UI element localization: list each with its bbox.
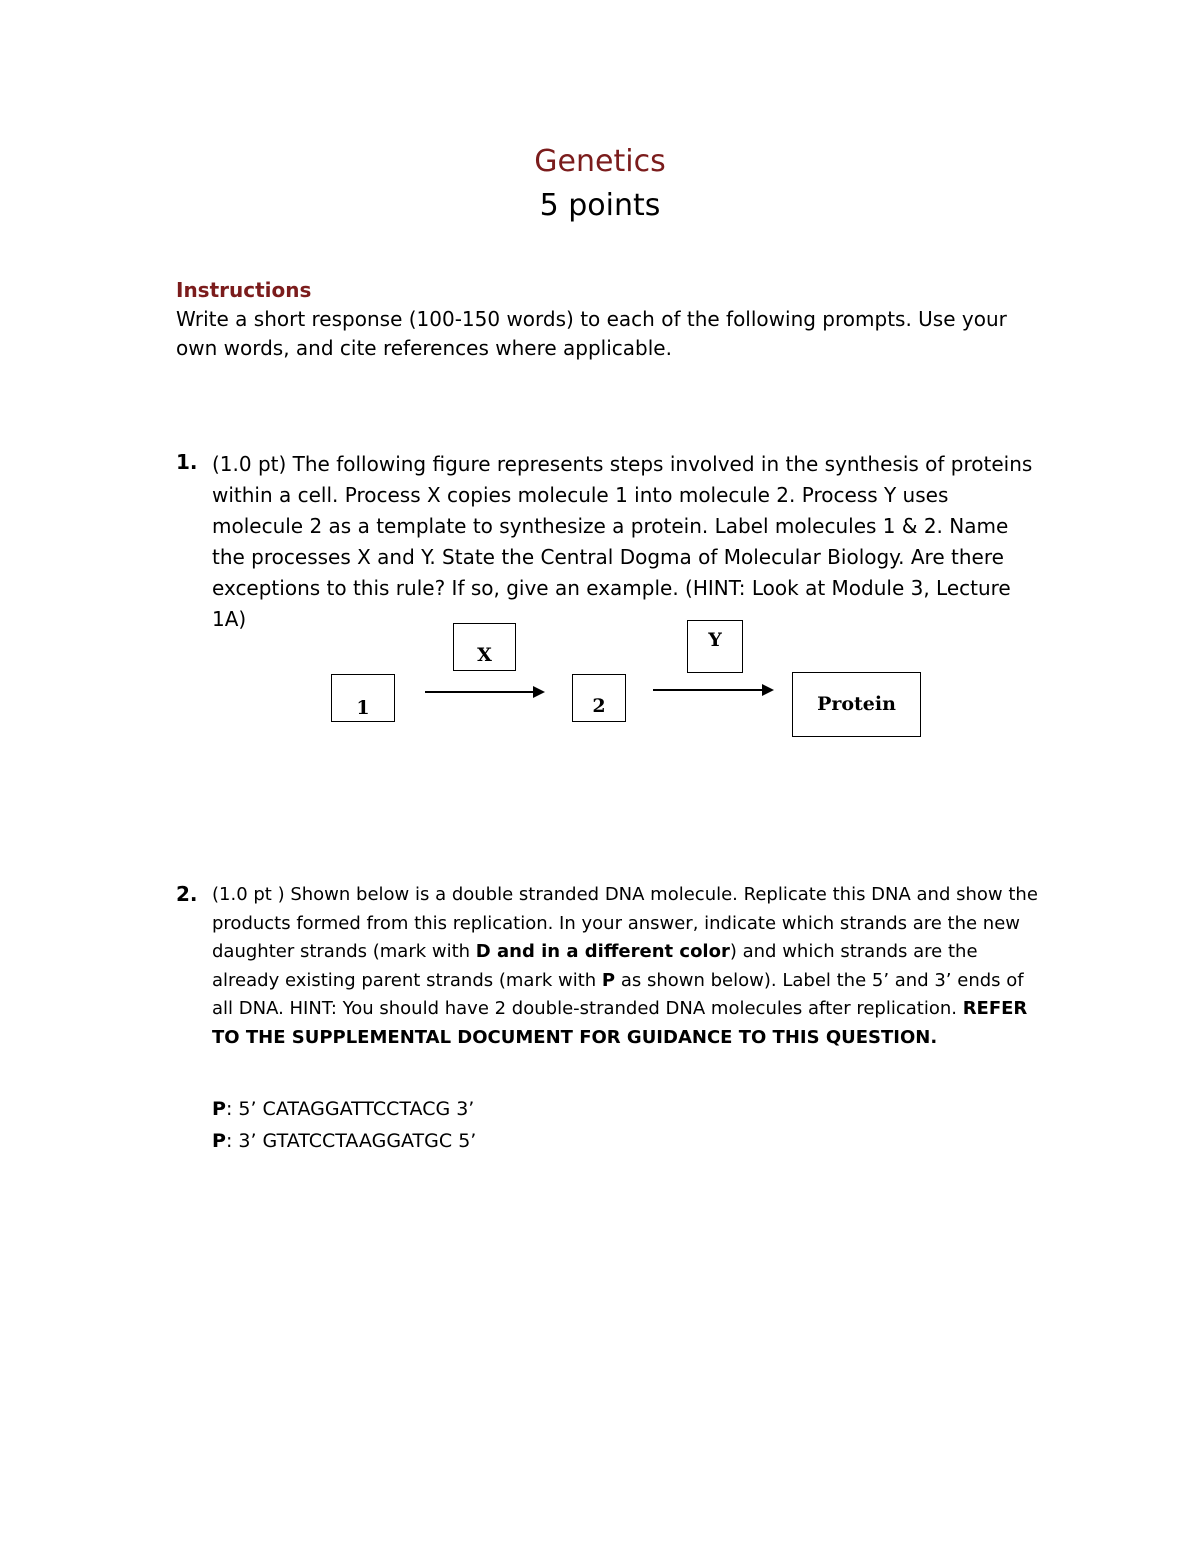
instructions-body: Write a short response (100-150 words) to each of the following prompts. Use your own words, and cite references where applicable.: [176, 307, 1007, 360]
instructions-heading: Instructions: [176, 278, 312, 302]
strand-1-sequence: : 5’ CATAGGATTCCTACG 3’: [225, 1098, 475, 1120]
q2-text-part2: ) and which strands are the already existing parent strands (mark with: [212, 941, 978, 991]
process-y-label: Y: [708, 629, 722, 651]
arrow-y: [653, 684, 774, 696]
q2-daughter-marker: D and in a different color: [475, 941, 730, 962]
molecule-1-label: 1: [356, 697, 370, 719]
strand-2-label: P: [212, 1130, 226, 1152]
strand-2-sequence: : 3’ GTATCCTAAGGATGC 5’: [225, 1130, 477, 1152]
q2-refer-note: REFER TO THE SUPPLEMENTAL DOCUMENT FOR GUIDANCE TO THIS QUESTION.: [212, 998, 1028, 1048]
arrow-x: [425, 686, 545, 698]
question-1-text: (1.0 pt) The following figure represents steps involved in the synthesis of proteins within a cell. Process X copies molecule 1 into molecule 2. Process Y uses molecule 2 as a template to synthesize a protein. Label molecules 1 & 2. Name the processes X and Y. State the Central Dogma of Molecular Biology. Are there exceptions to this rule? If so, give an example. (HINT: Look at Module 3, Lecture 1A): [212, 452, 1033, 631]
document-title: Genetics: [534, 144, 666, 179]
protein-label: Protein: [817, 693, 896, 715]
molecule-2-label: 2: [592, 695, 606, 717]
question-2-text: [212, 881, 1042, 1052]
dna-strand-2: [212, 1130, 476, 1152]
question-2-number: 2.: [176, 882, 198, 906]
process-x-label: X: [477, 644, 492, 666]
question-1-number: 1.: [176, 450, 198, 474]
q2-text-part3: as shown below). Label the 5’ and 3’ ends of all DNA. HINT: You should have 2 double-stranded DNA molecules after replication.: [212, 969, 1024, 1019]
q2-text-part1: (1.0 pt ) Shown below is a double stranded DNA molecule. Replicate this DNA and show the products formed from this replication. In your answer, indicate which strands are the new daughter strands (mark with: [212, 884, 1038, 962]
q2-parent-marker: P: [601, 969, 616, 991]
dna-strand-1: [212, 1098, 474, 1120]
strand-1-label: P: [212, 1098, 226, 1120]
points-subtitle: 5 points: [539, 188, 661, 223]
